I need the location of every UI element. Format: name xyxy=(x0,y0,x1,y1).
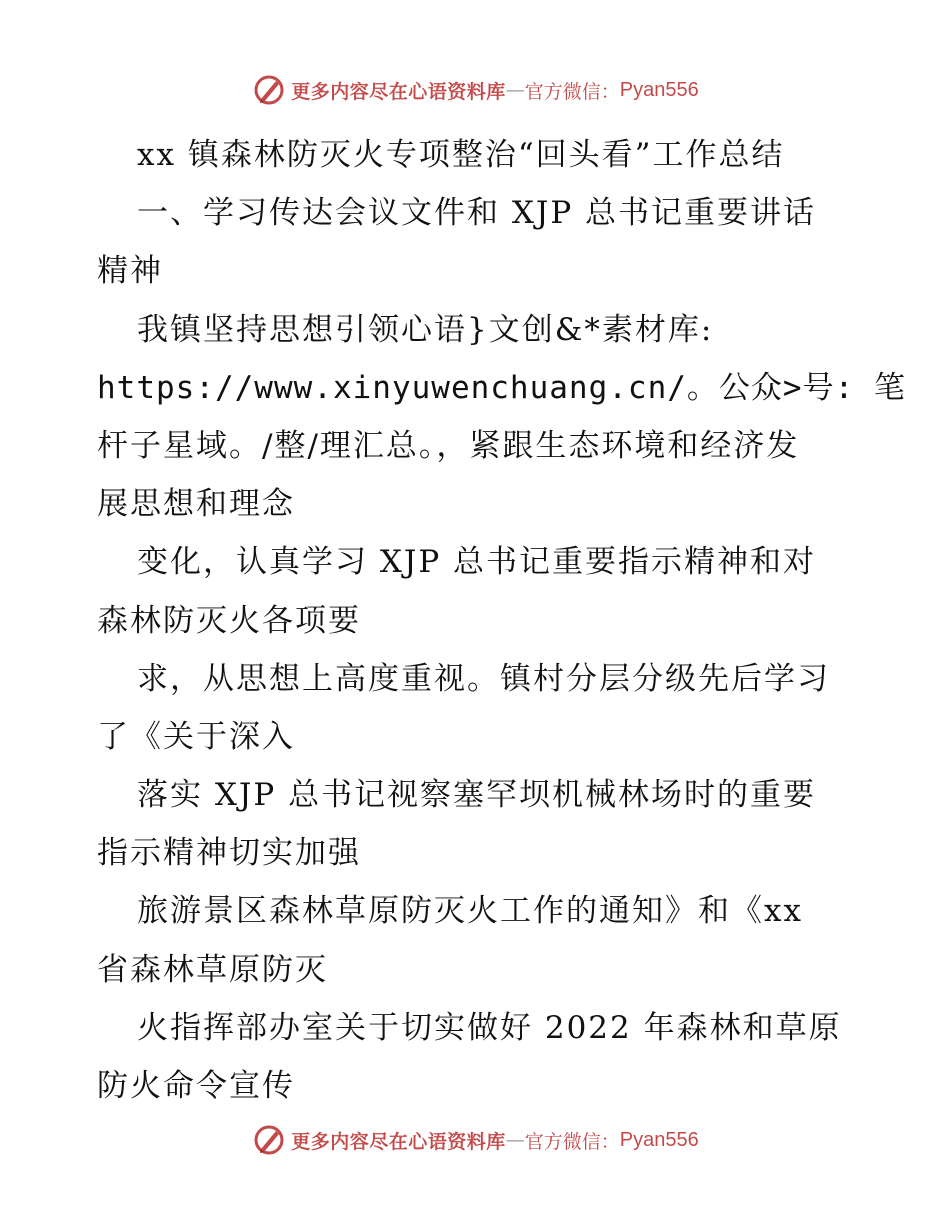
header-watermark-banner xyxy=(0,70,950,110)
paragraph-line: 变化，认真学习 XJP 总书记重要指示精神和对 xyxy=(137,544,817,581)
paragraph-line: 了《关于深入 xyxy=(97,718,295,755)
paragraph-line: 求，从思想上高度重视。镇村分层分级先后学习 xyxy=(137,660,830,697)
banner-separator: — xyxy=(505,1129,525,1151)
paragraph-line: 展思想和理念 xyxy=(97,486,295,523)
document-body xyxy=(97,126,906,1115)
paragraph-line: 指示精神切实加强 xyxy=(97,835,361,872)
banner-wechat-label: 官方微信： xyxy=(524,1130,620,1153)
banner-wechat-label: 官方微信： xyxy=(524,80,620,103)
paragraph-line: 火指挥部办室关于切实做好 2022 年森林和草原 xyxy=(137,1009,842,1046)
paragraph-line: 防火命令宣传 xyxy=(97,1068,295,1104)
paragraph-line: 森林防灭火各项要 xyxy=(97,602,361,639)
paragraph-line-url: https://www.xinyuwenchuang.cn/。公众>号: 笔 xyxy=(97,369,906,406)
banner-separator: — xyxy=(505,79,525,101)
banner-wechat-id: Pyan556 xyxy=(619,1128,699,1151)
paragraph-line: 我镇坚持思想引领心语}文创&*素材库: xyxy=(137,311,714,348)
pen-logo-icon xyxy=(251,1122,287,1158)
paragraph-line: 杆子星域。/整/理汇总。，紧跟生态环境和经济发 xyxy=(97,427,800,464)
section-heading: 一、学习传达会议文件和 XJP 总书记重要讲话 xyxy=(137,195,817,232)
pen-logo-icon xyxy=(251,72,287,108)
footer-watermark-banner xyxy=(0,1120,950,1160)
paragraph-line: 省森林草原防灭 xyxy=(97,951,328,988)
banner-title: 更多内容尽在心语资料库 xyxy=(291,80,506,103)
banner-wechat-id: Pyan556 xyxy=(619,78,699,101)
banner-title: 更多内容尽在心语资料库 xyxy=(291,1130,506,1153)
paragraph-line: 旅游景区森林草原防灭火工作的通知》和《xx xyxy=(137,893,803,930)
paragraph-line: 落实 XJP 总书记视察塞罕坝机械林场时的重要 xyxy=(137,777,817,814)
section-heading-cont: 精神 xyxy=(97,253,163,290)
document-title: xx 镇森林防灭火专项整治“回头看”工作总结 xyxy=(137,137,785,173)
